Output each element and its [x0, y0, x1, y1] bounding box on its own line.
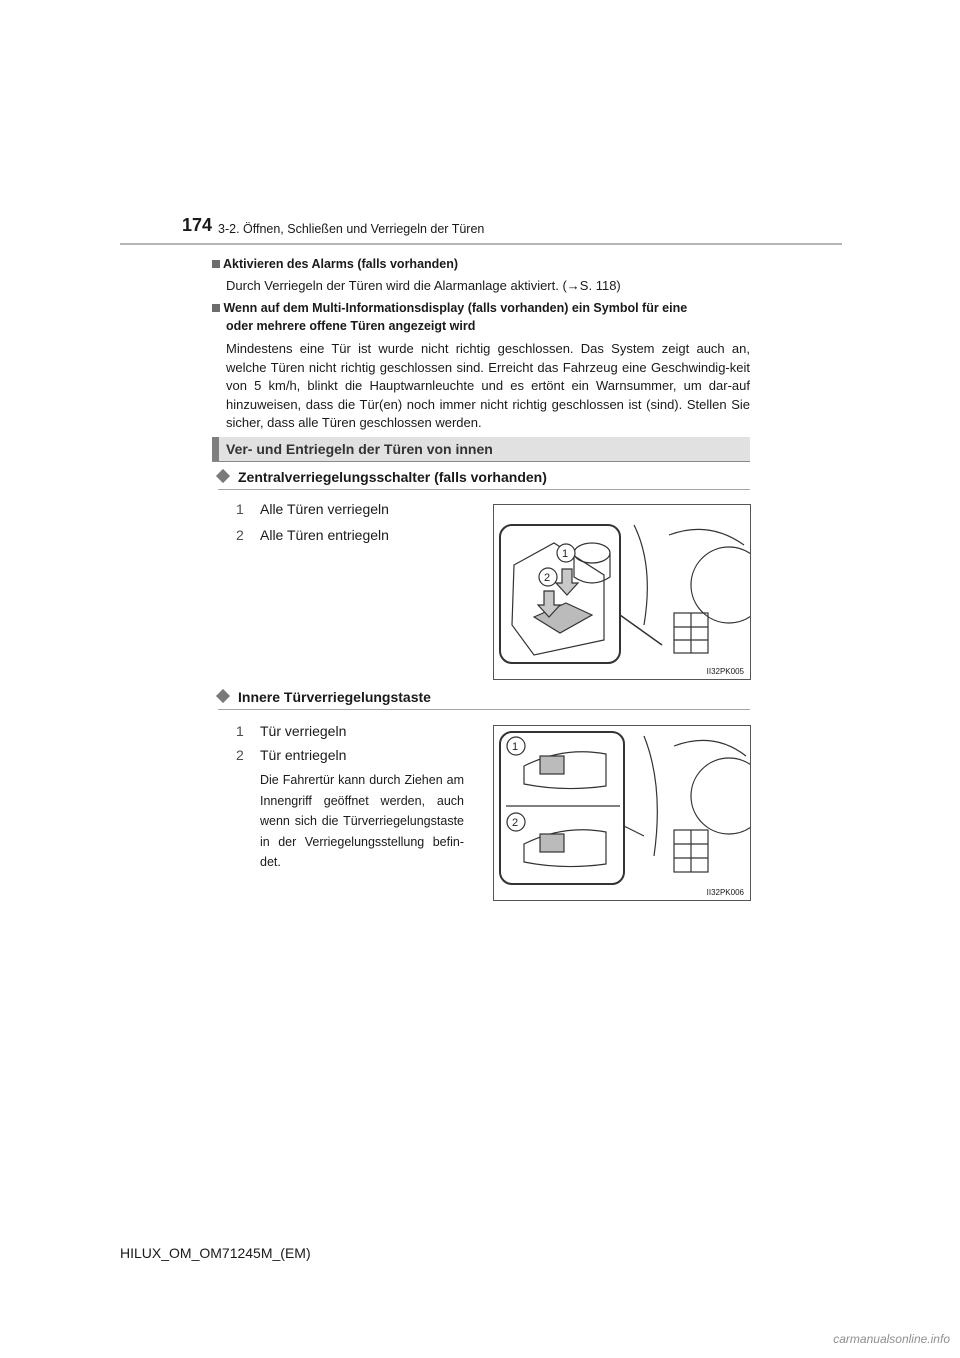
- figure-code: II32PK006: [706, 888, 744, 897]
- note-heading-alarm: [212, 257, 458, 271]
- item-number: 2: [236, 527, 244, 543]
- item-number: 2: [236, 747, 244, 763]
- watermark: carmanualsonline.info: [833, 1332, 950, 1346]
- callout-2: 2: [512, 817, 519, 829]
- inner-handle-note: Die Fahrertür kann durch Ziehen am Innengriff geöffnet werden, auch wenn sich die Türverriegelungstaste in der Verriegelungsstellung befin-det.: [260, 773, 464, 869]
- square-bullet-icon: [212, 260, 220, 268]
- diamond-bullet-icon: [216, 689, 230, 703]
- diamond-bullet-icon: [216, 469, 230, 483]
- item-label: Tür entriegeln: [260, 747, 347, 763]
- subheading-text: Zentralverriegelungsschalter (falls vorhanden): [238, 469, 547, 485]
- figure-code: II32PK005: [706, 667, 744, 676]
- note-heading-text-line1: Wenn auf dem Multi-Informationsdisplay (falls vorhanden) ein Symbol für eine: [223, 301, 688, 315]
- item-number: 1: [236, 501, 244, 517]
- section-path: 3-2. Öffnen, Schließen und Verriegeln der Türen: [218, 222, 485, 236]
- callout-1: 1: [562, 548, 569, 560]
- note-heading-display: [212, 301, 750, 315]
- page-number: 174: [182, 215, 213, 235]
- note-text-alarm: Durch Verriegeln der Türen wird die Alarmanlage aktiviert. (→S. 118): [226, 278, 621, 293]
- callout-2: 2: [544, 572, 551, 584]
- note-heading-display-line2: oder mehrere offene Türen angezeigt wird: [226, 319, 476, 333]
- subheading-text: Innere Türverriegelungstaste: [238, 689, 431, 705]
- note-heading-text: Aktivieren des Alarms (falls vorhanden): [223, 257, 459, 271]
- section-marker: [212, 437, 219, 461]
- item-label: Tür verriegeln: [260, 723, 347, 739]
- section-title: Ver- und Entriegeln der Türen von innen: [226, 441, 493, 457]
- subheading-central-lock: [218, 469, 547, 485]
- central-lock-switch-illustration: [493, 504, 751, 680]
- square-bullet-icon: [212, 304, 220, 312]
- note-text-display: Mindestens eine Tür ist wurde nicht richtig geschlossen. Das System zeigt auch an, welche Türen nicht richtig geschlossen sind. Erreicht das Fahrzeug eine Geschwindig-keit von 5 km/h, blinkt die Hauptwarnleuchte und es ertönt ein Warnsummer, um dar-auf hinzuweisen, dass die Tür(en) noch immer nicht richtig geschlossen ist (sind). Stellen Sie sicher, dass alle Türen geschlossen werden.: [226, 341, 750, 430]
- subheading-rule: [218, 489, 750, 490]
- inner-lock-button-drawing: [494, 726, 750, 900]
- inner-lock-button-illustration: [493, 725, 751, 901]
- section-title-bar: [212, 437, 750, 462]
- callout-1: 1: [512, 741, 519, 753]
- central-lock-switch-drawing: [494, 505, 750, 679]
- item-label: Alle Türen verriegeln: [260, 501, 389, 517]
- document-code: HILUX_OM_OM71245M_(EM): [120, 1245, 311, 1261]
- item-number: 1: [236, 723, 244, 739]
- subheading-rule: [218, 709, 750, 710]
- header-rule: [120, 243, 842, 245]
- subheading-inner-lock: [218, 689, 431, 705]
- item-label: Alle Türen entriegeln: [260, 527, 389, 543]
